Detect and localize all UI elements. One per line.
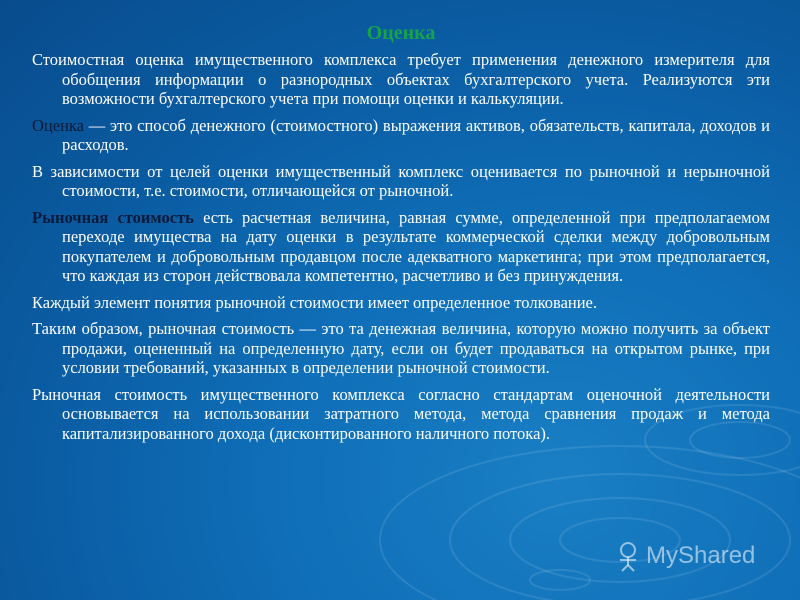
paragraph-2 — [32, 116, 770, 155]
slide-content — [32, 22, 770, 450]
term-ocenka: Оценка — [32, 115, 84, 135]
watermark — [614, 540, 755, 572]
paragraph-4-text: есть расчетная величина, равная сумме, определенной при предполагаемом переходе имущества на дату оценки в результате коммерческой сделки между добровольным покупателем и добровольным продавцом после адекватного маркетинга; при этом предполагается, что каждая из сторон действовала компетентно, расчетливо и без принуждения. — [62, 207, 770, 285]
term-market-value: Рыночная стоимость — [32, 207, 194, 227]
robot-logo-icon — [614, 540, 642, 572]
paragraph-3: В зависимости от целей оценки имущественный комплекс оценивается по рыночной и нерыночной стоимости, т.е. стоимости, отличающейся от рыночной. — [32, 161, 770, 200]
paragraph-6: Таким образом, рыночная стоимость — это та денежная величина, которую можно получить за объект продажи, оцененный на определенную дату, если он будет продаваться на открытом рынке, при условии требований, указанных в определении рыночной стоимости. — [32, 319, 770, 377]
paragraph-7: Рыночная стоимость имущественного комплекса согласно стандартам оценочной деятельности основывается на использовании затратного метода, метода сравнения продаж и метода капитализированного дохода (дисконтированного наличного потока). — [32, 384, 770, 443]
watermark-text: MyShared — [646, 542, 756, 569]
slide-title: Оценка — [366, 22, 436, 44]
paragraph-4 — [32, 208, 770, 286]
paragraph-2-text: — это способ денежного (стоимостного) выражения активов, обязательств, капитала, доходов и расходов. — [62, 115, 770, 154]
paragraph-5: Каждый элемент понятия рыночной стоимости имеет определенное толкование. — [32, 292, 598, 312]
paragraph-1: Стоимостная оценка имущественного комплекса требует применения денежного измерителя для обобщения информации о разнородных объектах бухгалтерского учета. Реализуются эти возможности бухгалтерского учета при помощи оценки и калькуляции. — [32, 50, 770, 108]
